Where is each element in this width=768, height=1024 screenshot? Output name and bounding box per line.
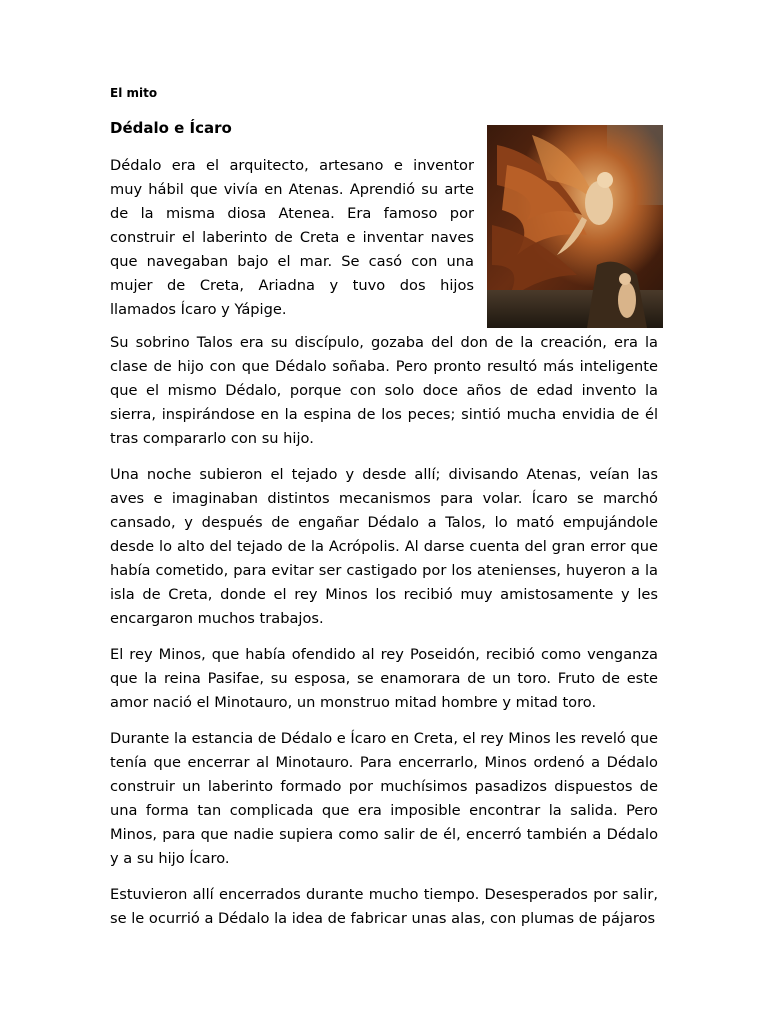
paragraph-4: El rey Minos, que había ofendido al rey Poseidón, recibió como venganza que la reina Pasifae, su esposa, se enamorara de un toro. Fruto de este amor nació el Minotauro, un monstruo mitad hombre y mitad toro. <box>110 646 658 711</box>
section-label: El mito <box>110 86 158 100</box>
icarus-painting-image <box>487 125 663 328</box>
paragraph-3: Una noche subieron el tejado y desde allí; divisando Atenas, veían las aves e imaginaban distintos mecanismos para volar. Ícaro se marchó cansado, y después de engañar Dédalo a Talos, lo mató empujándole desde lo alto del tejado de la Acrópolis. Al darse cuenta del gran error que había cometido, para evitar ser castigado por los atenienses, huyeron a la isla de Creta, donde el rey Minos los recibió muy amistosamente y les encargaron muchos trabajos. <box>110 466 658 627</box>
paragraph-5: Durante la estancia de Dédalo e Ícaro en Creta, el rey Minos les reveló que tenía que encerrar al Minotauro. Para encerrarlo, Minos ordenó a Dédalo construir un laberinto formado por muchísimos pasadizos dispuestos de una forma tan complicada que era imposible encontrar la salida. Pero Minos, para que nadie supiera como salir de él, encerró también a Dédalo y a su hijo Ícaro. <box>110 730 658 867</box>
paragraph-2: Su sobrino Talos era su discípulo, gozaba del don de la creación, era la clase de hijo con que Dédalo soñaba. Pero pronto resultó más inteligente que el mismo Dédalo, porque con solo doce años de edad invento la sierra, inspirándose en la espina de los peces; sintió mucha envidia de él tras compararlo con su hijo. <box>110 334 658 447</box>
paragraph-6: Estuvieron allí encerrados durante mucho tiempo. Desesperados por salir, se le ocurrió a Dédalo la idea de fabricar unas alas, con plumas de pájaros <box>110 886 658 927</box>
paragraph-1: Dédalo era el arquitecto, artesano e inventor muy hábil que vivía en Atenas. Aprendió su arte de la misma diosa Atenea. Era famoso por construir el laberinto de Creta e inventar naves que navegaban bajo el mar. Se casó con una mujer de Creta, Ariadna y tuvo dos hijos llamados Ícaro y Yápige. <box>110 157 474 318</box>
document-title: Dédalo e Ícaro <box>110 119 232 137</box>
